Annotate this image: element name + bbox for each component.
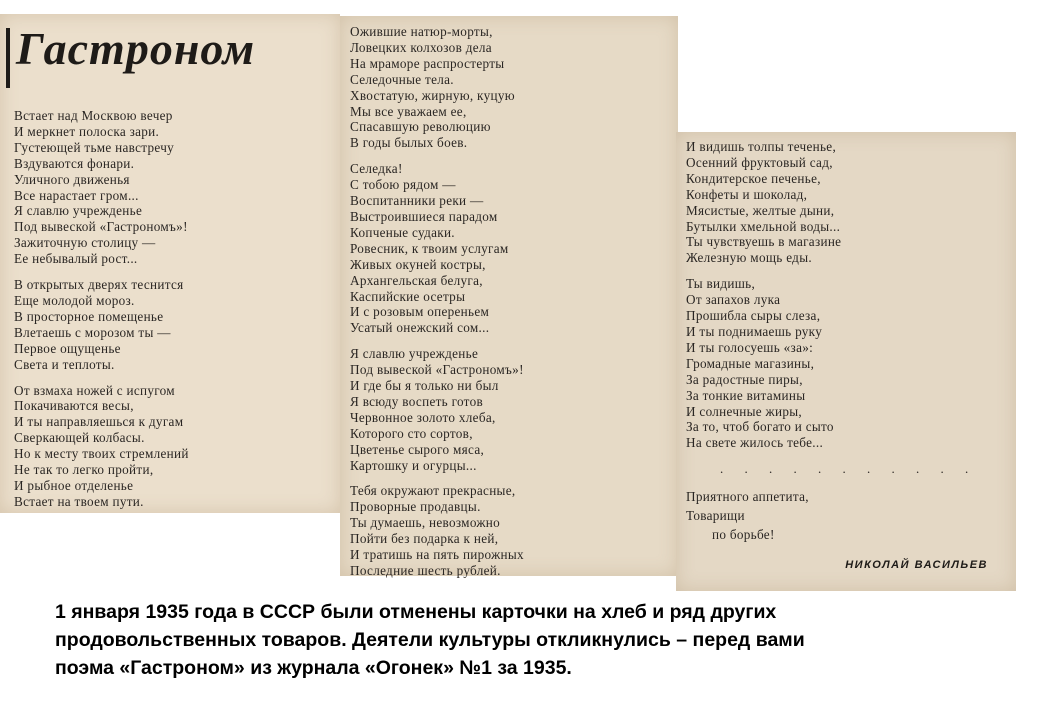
poem-line: Бутылки хмельной воды... xyxy=(686,218,841,234)
poem-line: Под вывеской «Гастрономъ»! xyxy=(14,219,188,235)
stanza xyxy=(350,161,524,336)
poem-line: Еще молодой мороз. xyxy=(14,292,135,308)
poem-line: Мясистые, желтые дыни, xyxy=(686,202,835,218)
poem-line: Тебя окружают прекрасные, xyxy=(350,483,516,499)
poem-line: Селедочные тела. xyxy=(350,71,454,87)
poem-line: по борьбе! xyxy=(712,527,775,543)
poem-line: И ты поднимаешь руку xyxy=(686,323,823,339)
poem-line: Я славлю учрежденье xyxy=(350,346,479,362)
poem-line: Встает над Москвою вечер xyxy=(14,108,173,123)
ellipsis-divider: . . . . . . . . . . . xyxy=(720,461,978,477)
poem-line: В открытых дверях теснится xyxy=(14,277,184,293)
poem-line: От взмаха ножей с испугом xyxy=(14,382,175,398)
poem-line: Которого сто сортов, xyxy=(350,425,473,441)
poem-line: Воспитанники реки — xyxy=(350,193,484,209)
poem-line: Товарищи xyxy=(686,508,745,524)
poem-line: Конфеты и шоколад, xyxy=(686,186,808,202)
caption xyxy=(55,598,1015,682)
poem-line: Цветенье сырого мяса, xyxy=(350,441,485,457)
poem-line: Первое ощущенье xyxy=(14,340,121,356)
poem-line: Проворные продавцы. xyxy=(350,499,481,515)
poem-line: В просторное помещенье xyxy=(14,308,164,324)
closing-stanza xyxy=(686,487,977,544)
poem-line: Каспийские осетры xyxy=(350,288,466,304)
poem-line: На мраморе распростерты xyxy=(350,55,505,71)
poem-line: В годы былых боев. xyxy=(350,135,468,151)
poem-line: Выстроившиеся парадом xyxy=(350,208,498,224)
stanza xyxy=(350,346,524,473)
clipping-part-1 xyxy=(0,14,340,513)
stanza xyxy=(350,24,524,151)
caption-line: 1 января 1935 года в СССР были отменены карточки на хлеб и ряд других xyxy=(55,601,777,623)
poem-line: Последние шесть рублей. xyxy=(350,563,501,578)
caption-line: продовольственных товаров. Деятели культуры откликнулись – перед вами xyxy=(55,629,805,651)
poem-line: Селедка! xyxy=(350,161,403,177)
poem-column-3 xyxy=(686,139,977,554)
poem-line: Густеющей тьме навстречу xyxy=(14,139,175,155)
poem-line: Под вывеской «Гастрономъ»! xyxy=(350,362,524,378)
stanza xyxy=(14,383,189,510)
poem-line: Света и теплоты. xyxy=(14,356,115,372)
poem-column-2 xyxy=(350,24,524,589)
poem-line: И с розовым опереньем xyxy=(350,304,490,320)
poem-line: Ее небывалый рост... xyxy=(14,251,138,267)
poem-line: Я всюду воспеть готов xyxy=(350,393,483,409)
poem-line: И ты голосуешь «за»: xyxy=(686,339,814,355)
poem-column-1 xyxy=(14,108,189,520)
poem-line: Вздуваются фонари. xyxy=(14,155,135,171)
author-signature: НИКОЛАЙ ВАСИЛЬЕВ xyxy=(845,559,988,571)
poem-line: Влетаешь с морозом ты — xyxy=(14,324,171,340)
poem-line: Ты видишь, xyxy=(686,276,756,292)
clipping-part-3 xyxy=(676,132,1016,591)
poem-line: Не так то легко пройти, xyxy=(14,462,154,478)
poem-line: Ловецких колхозов дела xyxy=(350,39,492,55)
poem-line: И тратишь на пять пирожных xyxy=(350,547,524,563)
poem-line: Ожившие натюр-морты, xyxy=(350,24,493,39)
poem-line: Кондитерское печенье, xyxy=(686,170,821,186)
poem-line: Зажиточную столицу — xyxy=(14,235,156,251)
poem-line: Червонное золото хлеба, xyxy=(350,409,496,425)
poem-title: Гастроном xyxy=(16,23,256,74)
poem-line: Встает на твоем пути. xyxy=(14,493,144,509)
title-rule xyxy=(6,28,10,88)
poem-line: И где бы я только ни был xyxy=(350,378,499,394)
poem-line: Осенний фруктовый сад, xyxy=(686,154,833,170)
poem-line: Мы все уважаем ее, xyxy=(350,103,467,119)
poem-line: Я славлю учрежденье xyxy=(14,203,143,219)
poem-line: Ты чувствуешь в магазине xyxy=(686,234,842,250)
poem-line: И рыбное отделенье xyxy=(14,477,134,493)
poem-line: За тонкие витамины xyxy=(686,387,806,403)
poem-line: Копченые судаки. xyxy=(350,224,455,240)
poem-line: Железную мощь еды. xyxy=(686,250,812,266)
poem-line: Пойти без подарка к ней, xyxy=(350,531,499,547)
poem-line: На свете жилось тебе... xyxy=(686,435,824,451)
poem-line: Хвостатую, жирную, куцую xyxy=(350,87,515,103)
poem-line: С тобою рядом — xyxy=(350,177,456,193)
poem-line: Уличного движенья xyxy=(14,171,130,187)
caption-line: поэма «Гастроном» из журнала «Огонек» №1 за 1935. xyxy=(55,657,572,679)
stanza xyxy=(686,139,977,266)
poem-line: И меркнет полоска зари. xyxy=(14,123,160,139)
stanza xyxy=(14,108,189,267)
stanza xyxy=(350,483,524,578)
poem-line: Все нарастает гром... xyxy=(14,187,139,203)
poem-line: Громадные магазины, xyxy=(686,355,815,371)
poem-line: Приятного аппетита, xyxy=(686,489,809,505)
poem-line: Архангельская белуга, xyxy=(350,272,483,288)
poem-line: Усатый онежский сом... xyxy=(350,320,490,336)
stanza xyxy=(686,276,977,451)
poem-line: Ты думаешь, невозможно xyxy=(350,515,501,531)
poem-line: Покачиваются весы, xyxy=(14,398,134,414)
poem-line: Картошку и огурцы... xyxy=(350,457,477,473)
stanza xyxy=(14,277,189,372)
poem-line: И ты направляешься к дугам xyxy=(14,414,184,430)
poem-line: За радостные пиры, xyxy=(686,371,803,387)
poem-line: И видишь толпы теченье, xyxy=(686,139,837,154)
poem-line: Но к месту твоих стремлений xyxy=(14,446,189,462)
poem-line: И солнечные жиры, xyxy=(686,403,802,419)
poem-line: За то, чтоб богато и сыто xyxy=(686,419,834,435)
poem-line: Сверкающей колбасы. xyxy=(14,430,145,446)
poem-line: Ровесник, к твоим услугам xyxy=(350,240,509,256)
poem-line: От запахов лука xyxy=(686,292,781,308)
poem-line: Прошибла сыры слеза, xyxy=(686,308,821,324)
poem-line: Живых окуней костры, xyxy=(350,256,486,272)
poem-line: Спасавшую революцию xyxy=(350,119,491,135)
clipping-part-2 xyxy=(340,16,678,576)
